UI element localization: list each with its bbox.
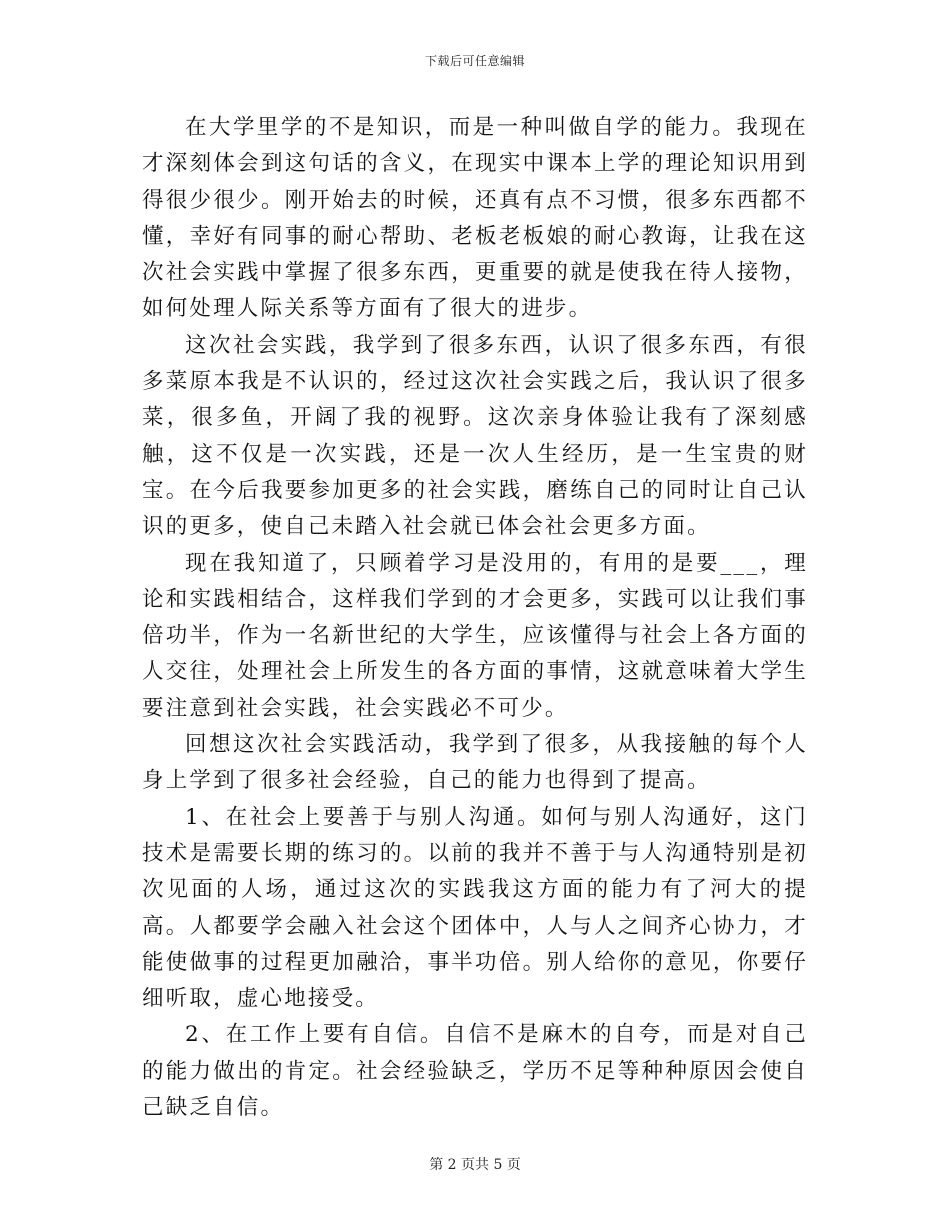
page-footer: 第 2 页共 5 页 bbox=[429, 1157, 521, 1173]
paragraph-1: 在大学里学的不是知识，而是一种叫做自学的能力。我现在才深刻体会到这句话的含义，在现实中课本上学的理论知识用到得很少很少。刚开始去的时候，还真有点不习惯，很多东西都不懂，幸好有同事的耐心帮助、老板老板娘的耐心教诲，让我在这次社会实践中掌握了很多东西，更重要的就是使我在待人接物，如何处理人际关系等方面有了很大的进步。 bbox=[142, 115, 808, 322]
paragraph-2: 这次社会实践，我学到了很多东西，认识了很多东西，有很多菜原本我是不认识的，经过这次社会实践之后，我认识了很多菜，很多鱼，开阔了我的视野。这次亲身体验让我有了深刻感触，这不仅是一次实践，还是一次人生经历，是一生宝贵的财宝。在今后我要参加更多的社会实践，磨练自己的同时让自己认识的更多，使自己未踏入社会就已体会社会更多方面。 bbox=[142, 332, 808, 540]
paragraph-5: 1、在社会上要善于与别人沟通。如何与别人沟通好，这门技术是需要长期的练习的。以前的我并不善于与人沟通特别是初次见面的人场，通过这次的实践我这方面的能力有了河大的提高。人都要学会融入社会这个团体中，人与人之间齐心协力，才能使做事的过程更加融洽，事半功倍。别人给你的意见，你要仔细听取，虚心地接受。 bbox=[142, 804, 808, 1012]
document-body bbox=[142, 110, 808, 1126]
page-header: 下载后可任意编辑 bbox=[424, 54, 525, 68]
paragraph-4: 回想这次社会实践活动，我学到了很多，从我接触的每个人身上学到了很多社会经验，自己的能力也得到了提高。 bbox=[142, 732, 808, 794]
paragraph-6: 2、在工作上要有自信。自信不是麻木的自夸，而是对自己的能力做出的肯定。社会经验缺乏，学历不足等种种原因会使自己缺乏自信。 bbox=[142, 1022, 808, 1121]
paragraph-3: 现在我知道了，只顾着学习是没用的，有用的是要___，理论和实践相结合，这样我们学到的才会更多，实践可以让我们事倍功半，作为一名新世纪的大学生，应该懂得与社会上各方面的人交往，处理社会上所发生的各方面的事情，这就意味着大学生要注意到社会实践，社会实践必不可少。 bbox=[142, 550, 808, 721]
